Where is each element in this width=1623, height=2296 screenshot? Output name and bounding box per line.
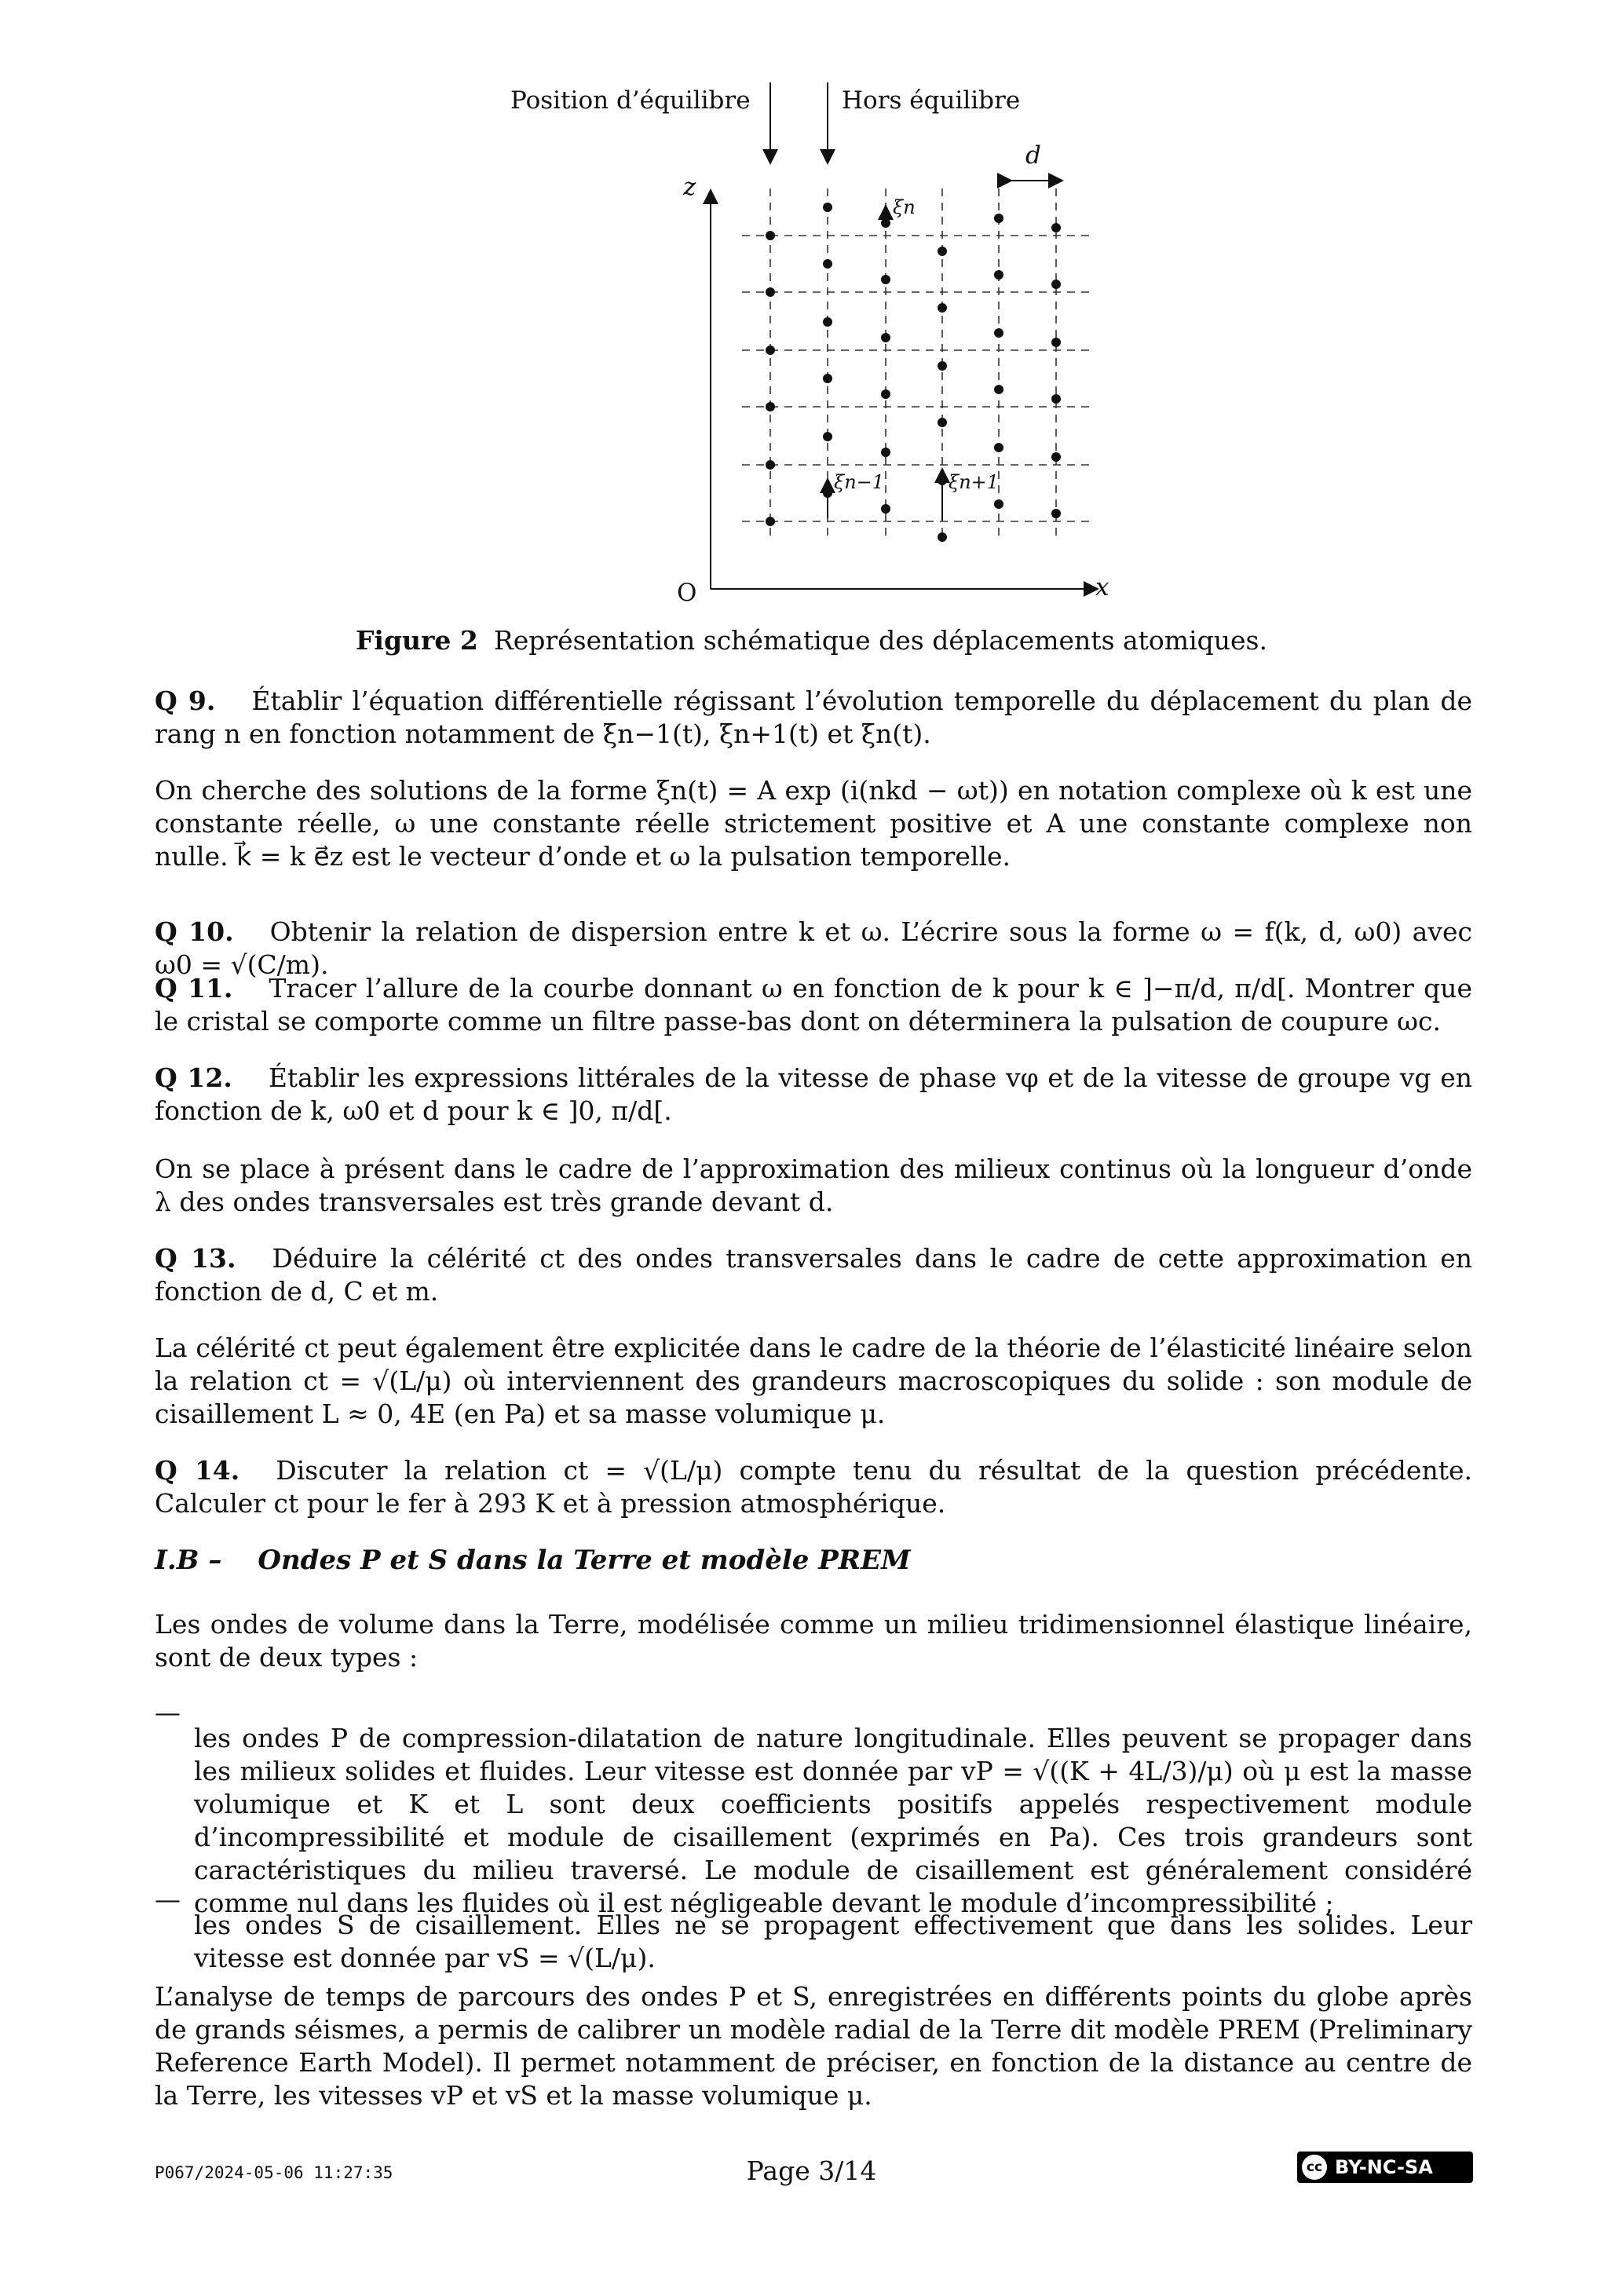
paragraph-prem-text: L’analyse de temps de parcours des ondes P et S, enregistrées en différents points du globe après de grands séismes, a permis de calibrer un modèle radial de la Terre dit modèle PREM (Preliminary Reference Earth Model). Il permet notamment de préciser, en fonction de la distance au centre de la Terre, les vitesses vP et vS et la masse volumique μ.: [155, 1981, 1472, 2111]
atom-dot: [1051, 509, 1061, 518]
question-11: [155, 972, 1472, 1038]
atom-dot: [881, 333, 890, 342]
atom-dot: [1051, 452, 1061, 462]
question-14: [155, 1454, 1472, 1520]
atom-dot: [1051, 280, 1061, 289]
question-14-text: Discuter la relation ct = √(L/μ) compte tenu du résultat de la question précédente. Calculer ct pour le fer à 293 K et à pression atmosphérique.: [155, 1455, 1472, 1519]
paragraph-prem: [155, 1980, 1472, 2112]
label-xi-n: ξn: [893, 196, 916, 218]
atom-dot: [766, 287, 775, 297]
atom-dot: [766, 460, 775, 470]
atom-dot: [881, 504, 890, 514]
question-10-text: Obtenir la relation de dispersion entre k et ω. L’écrire sous la forme ω = f(k, d, ω0) avec ω0 = √(C/m).: [155, 916, 1472, 980]
atom-dot: [994, 328, 1003, 338]
footer-page-number: Page 3/14: [746, 2155, 877, 2186]
atom-dot: [1051, 394, 1061, 404]
paragraph-continu: [155, 1153, 1472, 1219]
label-d: d: [1025, 141, 1041, 170]
atom-dot: [938, 418, 947, 427]
question-9-number: Q 9.: [155, 686, 216, 716]
atom-dot: [823, 259, 832, 269]
atom-dot: [881, 389, 890, 399]
list-bullet: —: [155, 1884, 181, 1914]
atom-dot: [994, 270, 1003, 280]
atom-dot: [938, 247, 947, 256]
atom-dot: [994, 214, 1003, 223]
list-item-text: les ondes P de compression-dilatation de nature longitudinale. Elles peuvent se propager dans les milieux solides et fluides. Leur vitesse est donnée par vP = √((K + 4L/3)/μ) où μ est la masse volumique et K et L sont deux coefficients positifs appelés respectivement module d’incompressibilité et module de cisaillement (exprimés en Pa). Ces trois grandeurs sont caractéristiques du milieu traversé. Le module de cisaillement est généralement considéré comme nul dans les fluides où il est négligeable devant le module d’incompressibilité ;: [194, 1723, 1472, 1918]
label-position-equilibre: Position d’équilibre: [510, 86, 751, 115]
atom-dot: [766, 345, 775, 355]
atom-dot: [823, 374, 832, 383]
question-12-text: Établir les expressions littérales de la vitesse de phase vφ et de la vitesse de groupe vg en fonction de k, ω0 et d pour k ∈ ]0, π/d[.: [155, 1062, 1472, 1126]
list-item-text: les ondes S de cisaillement. Elles ne se propagent effectivement que dans les solides. Leur vitesse est donnée par vS = √(L/μ).: [194, 1910, 1472, 1973]
atom-dot: [881, 275, 890, 284]
list-bullet: —: [155, 1697, 181, 1727]
question-12: [155, 1062, 1472, 1128]
question-11-text: Tracer l’allure de la courbe donnant ω en fonction de k pour k ∈ ]−π/d, π/d[. Montrer que le cristal se comporte comme un filtre passe-bas dont on déterminera la pulsation de coupure ωc.: [155, 973, 1473, 1036]
paragraph-solutions-text: On cherche des solutions de la forme ξn(t) = A exp (i(nkd − ωt)) en notation complexe où k est une constante réelle, ω une constante réelle strictement positive et A une constante complexe non nulle. k⃗ = k e⃗z est le vecteur d’onde et ω la pulsation temporelle.: [155, 775, 1472, 872]
atom-dot: [1051, 223, 1061, 232]
license-text: BY-NC-SA: [1335, 2156, 1433, 2178]
figure-caption: [0, 625, 1623, 656]
paragraph-ondes-text: Les ondes de volume dans la Terre, modélisée comme un milieu tridimensionnel élastique linéaire, sont de deux types :: [155, 1609, 1472, 1673]
atom-dot: [823, 432, 832, 441]
label-xi-np1: ξn+1: [949, 471, 1000, 493]
label-xi-nm1: ξn−1: [834, 471, 885, 493]
atom-dot: [823, 317, 832, 327]
atom-dot: [766, 231, 775, 240]
section-heading: [155, 1544, 1472, 1577]
label-origin: O: [677, 579, 697, 607]
atom-dot: [994, 499, 1003, 509]
atom-dot: [938, 361, 947, 371]
question-13: [155, 1242, 1472, 1308]
question-11-number: Q 11.: [155, 973, 233, 1004]
figure-caption-text: Représentation schématique des déplacements atomiques.: [493, 625, 1267, 656]
section-title: Ondes P et S dans la Terre et modèle PREM: [258, 1545, 911, 1576]
question-9: [155, 685, 1472, 751]
atom-dot: [881, 448, 890, 457]
label-x-axis: x: [1095, 573, 1109, 601]
atom-dot: [938, 532, 947, 542]
paragraph-celerite: [155, 1332, 1472, 1431]
figure-atomic-displacements: [487, 79, 1115, 628]
atom-dot: [994, 443, 1003, 452]
question-14-number: Q 14.: [155, 1455, 240, 1486]
footer-document-code: P067/2024-05-06 11:27:35: [155, 2163, 393, 2182]
question-12-number: Q 12.: [155, 1062, 232, 1093]
license-badge: [1297, 2152, 1473, 2183]
paragraph-solutions: [155, 774, 1472, 873]
atom-dot: [994, 385, 1003, 394]
figure-caption-number: Figure 2: [356, 625, 478, 656]
section-number: I.B –: [155, 1545, 222, 1576]
question-13-text: Déduire la célérité ct des ondes transversales dans le cadre de cette approximation en fonction de d, C et m.: [155, 1243, 1472, 1307]
creative-commons-icon: cc: [1302, 2155, 1327, 2180]
label-hors-equilibre: Hors équilibre: [842, 86, 1021, 115]
atom-dot: [766, 517, 775, 526]
atom-dot: [766, 402, 775, 411]
label-z-axis: z: [683, 173, 696, 201]
question-10-number: Q 10.: [155, 916, 234, 947]
atom-dot: [938, 303, 947, 313]
question-13-number: Q 13.: [155, 1243, 236, 1274]
paragraph-ondes: [155, 1608, 1472, 1674]
question-9-text: Établir l’équation différentielle régissant l’évolution temporelle du déplacement du plan de rang n en fonction notamment de ξn−1(t), ξn+1(t) et ξn(t).: [155, 686, 1472, 749]
atom-dot: [1051, 338, 1061, 347]
paragraph-continu-text: On se place à présent dans le cadre de l’approximation des milieux continus où la longueur d’onde λ des ondes transversales est très grande devant d.: [155, 1153, 1472, 1217]
figure-diagram: [487, 79, 1115, 628]
paragraph-celerite-text: La célérité ct peut également être explicitée dans le cadre de la théorie de l’élasticité linéaire selon la relation ct = √(L/μ) où interviennent des grandeurs macroscopiques du solide : son module de cisaillement L ≈ 0, 4E (en Pa) et sa masse volumique μ.: [155, 1333, 1472, 1429]
atom-dot: [823, 203, 832, 212]
